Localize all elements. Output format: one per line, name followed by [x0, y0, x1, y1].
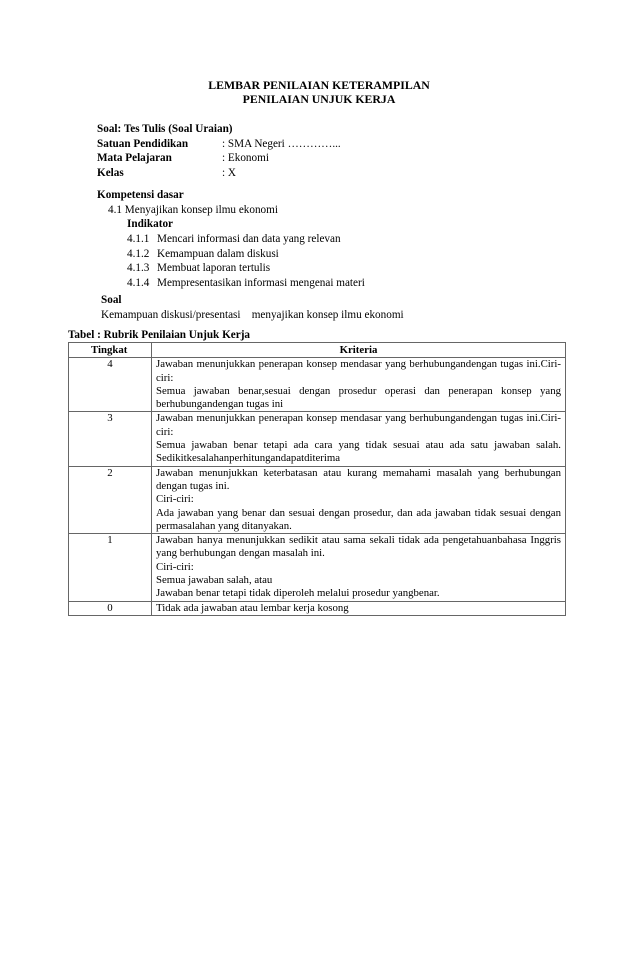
- page-title-line2: PENILAIAN UNJUK KERJA: [242, 92, 396, 106]
- indikator-text: Mencari informasi dan data yang relevan: [157, 233, 341, 245]
- indikator-text: Mempresentasikan informasi mengenai materi: [157, 277, 365, 289]
- indikator-number: 4.1.2: [127, 248, 150, 260]
- table-row: [69, 534, 566, 601]
- criteria-line: Semua jawaban benar,sesuai dengan prosedur operasi dan penerapan konsep yang berhubungandengan tugas ini: [156, 384, 561, 411]
- indikator-number: 4.1.1: [127, 233, 150, 245]
- criteria-line: Ciri-ciri:: [156, 493, 194, 506]
- row-level: 2: [69, 466, 152, 533]
- kompetensi-label: Kompetensi dasar: [97, 189, 184, 201]
- page-title-line1: LEMBAR PENILAIAN KETERAMPILAN: [208, 78, 430, 92]
- soal-header: Soal: Tes Tulis (Soal Uraian): [97, 123, 233, 135]
- row-criteria: [152, 601, 566, 615]
- row-criteria: [152, 358, 566, 412]
- criteria-line: Jawaban menunjukkan penerapan konsep mendasar yang berhubungandengan tugas ini.Ciri-ciri:: [156, 412, 561, 438]
- criteria-line: Jawaban menunjukkan penerapan konsep mendasar yang berhubungandengan tugas ini.Ciri-ciri:: [156, 358, 561, 384]
- indikator-item: [127, 232, 341, 247]
- row-criteria: [152, 466, 566, 533]
- meta-key: Kelas: [97, 167, 124, 179]
- meta-key: Satuan Pendidikan: [97, 138, 189, 150]
- criteria-line: Jawaban benar tetapi tidak diperoleh melalui prosedur yangbenar.: [156, 587, 440, 600]
- criteria-line: Tidak ada jawaban atau lembar kerja kosong: [156, 601, 349, 614]
- kompetensi-item: 4.1 Menyajikan konsep ilmu ekonomi: [108, 204, 278, 216]
- row-criteria: [152, 534, 566, 601]
- table-row: [69, 412, 566, 466]
- indikator-label: Indikator: [127, 218, 174, 230]
- criteria-line: Jawaban hanya menunjukkan sedikit atau sama sekali tidak ada pengetahuanbahasa Inggris yang berhubungan dengan masalah ini.: [156, 534, 561, 560]
- indikator-text: Membuat laporan tertulis: [157, 262, 271, 274]
- indikator-number: 4.1.3: [127, 262, 150, 274]
- indikator-item: [127, 247, 279, 262]
- meta-value: : X: [222, 167, 236, 179]
- rubric-table: [68, 342, 566, 616]
- row-level: 1: [69, 534, 152, 601]
- table-row: [69, 466, 566, 533]
- indikator-text: Kemampuan dalam diskusi: [157, 248, 279, 260]
- table-header-row: [69, 343, 566, 358]
- criteria-line: Jawaban menunjukkan keterbatasan atau kurang memahami masalah yang berhubungan dengan tugas ini.: [156, 466, 561, 492]
- row-level: 4: [69, 358, 152, 412]
- table-row: [69, 358, 566, 412]
- table-row: [69, 601, 566, 615]
- criteria-line: Semua jawaban benar tetapi ada cara yang tidak sesuai atau ada satu jawaban salah. Sedikitkesalahanperhitungandapatditerima: [156, 439, 561, 465]
- indikator-item: [127, 261, 270, 276]
- soal-text: Kemampuan diskusi/presentasi menyajikan konsep ilmu ekonomi: [101, 309, 404, 321]
- row-criteria: [152, 412, 566, 466]
- indikator-item: [127, 276, 365, 291]
- meta-value: : Ekonomi: [222, 152, 269, 164]
- meta-key: Mata Pelajaran: [97, 152, 172, 164]
- row-level: 3: [69, 412, 152, 466]
- header-tingkat: Tingkat: [69, 343, 152, 358]
- criteria-line: Ada jawaban yang benar dan sesuai dengan prosedur, dan ada jawaban tidak sesuai dengan permasalahan yang ditanyakan.: [156, 506, 561, 532]
- table-caption: Tabel : Rubrik Penilaian Unjuk Kerja: [68, 329, 251, 341]
- criteria-line: Semua jawaban salah, atau: [156, 574, 273, 587]
- soal-label: Soal: [101, 294, 122, 306]
- criteria-line: Ciri-ciri:: [156, 560, 194, 573]
- header-kriteria: Kriteria: [152, 343, 566, 358]
- meta-value: : SMA Negeri …………...: [222, 138, 341, 150]
- row-level: 0: [69, 601, 152, 615]
- indikator-number: 4.1.4: [127, 277, 150, 289]
